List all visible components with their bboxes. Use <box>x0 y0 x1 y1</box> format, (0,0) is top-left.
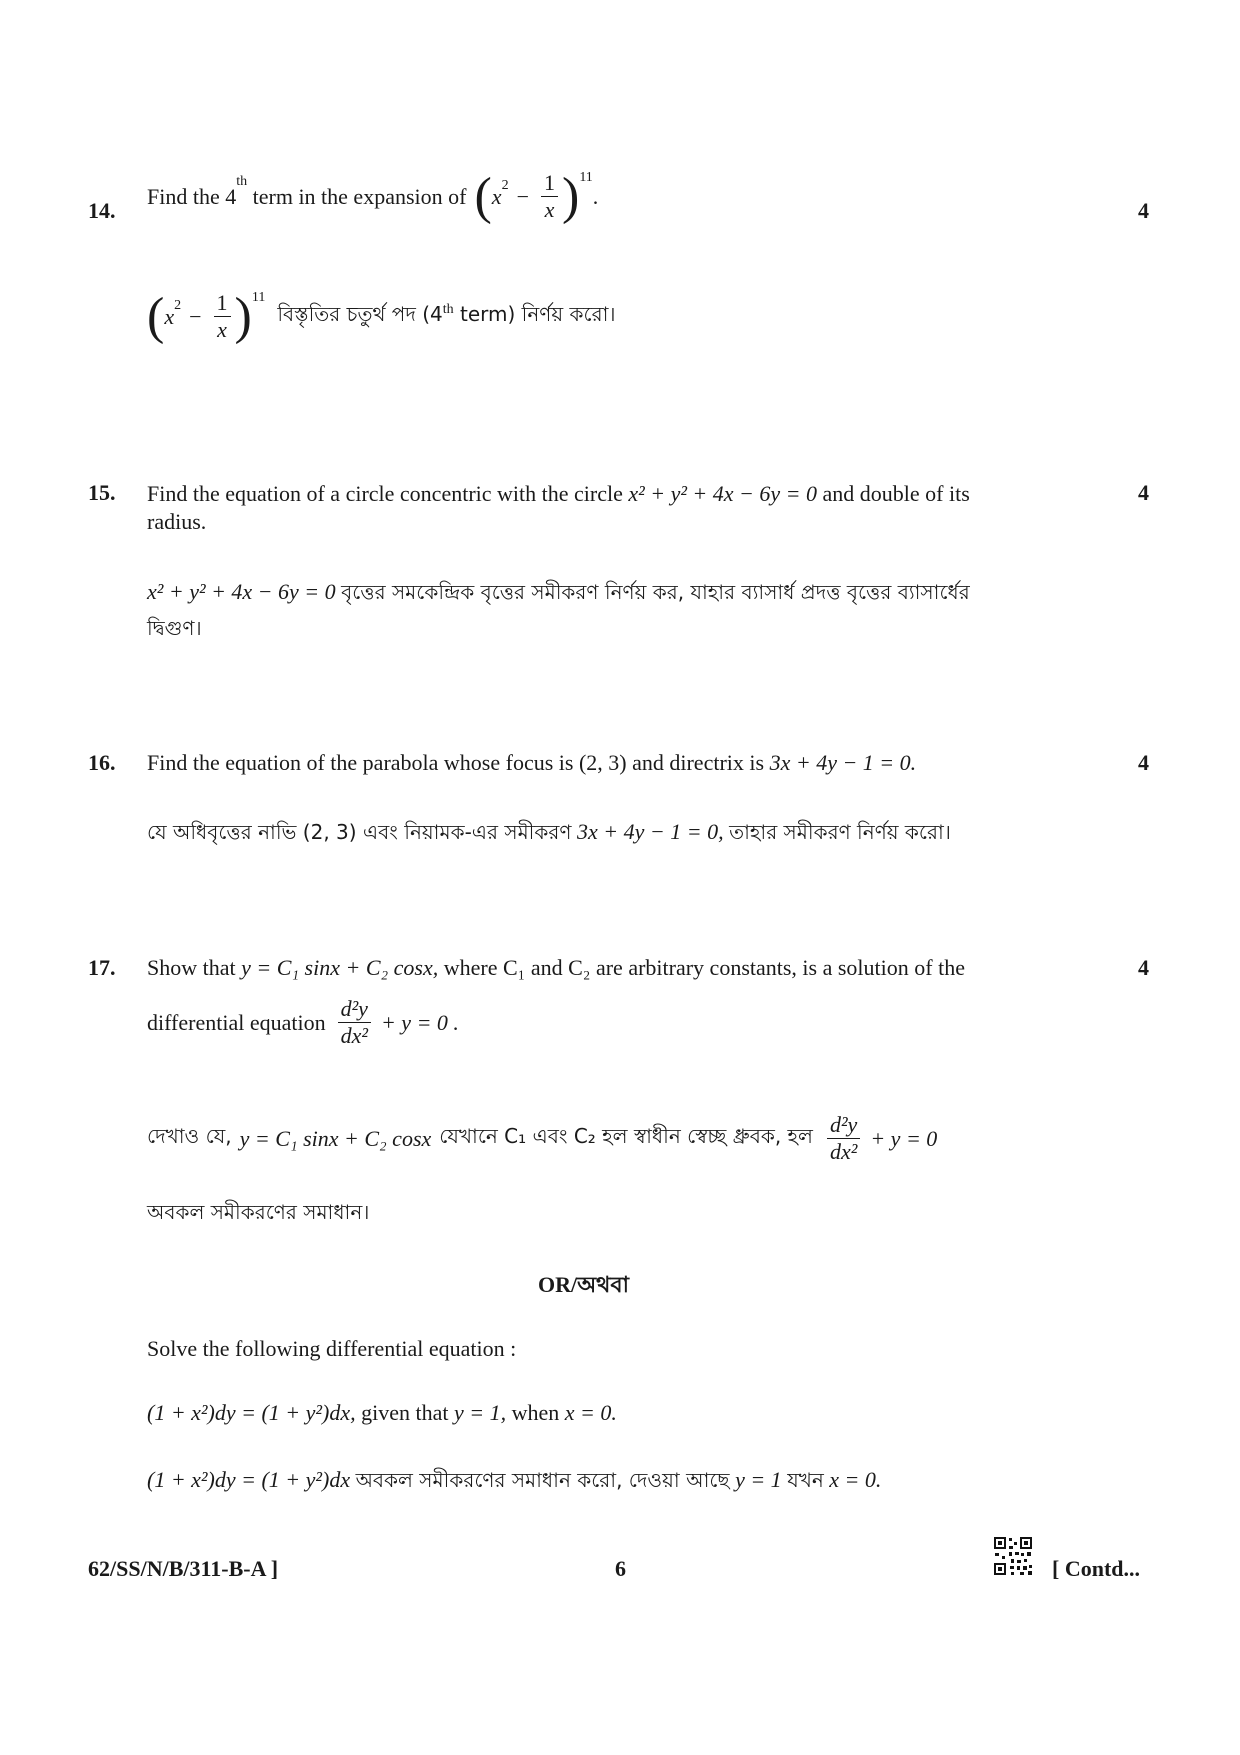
marks-14: 4 <box>1138 198 1149 223</box>
q17-bengali-line2: অবকল সমীকরণের সমাধান। <box>147 1200 370 1224</box>
q17-equation: y = C₁ sinx + C₂ cosx, <box>241 955 439 980</box>
page-number: 6 <box>615 1556 626 1581</box>
question-number-14: 14. <box>88 198 116 223</box>
q14-bengali <box>147 287 616 345</box>
q15-english: Find the equation of a circle concentric with the circle x² + y² + 4x − 6y = 0 and double of its radius. <box>147 481 970 534</box>
continued-label: [ Contd... <box>1052 1556 1141 1581</box>
q14-bn-expression: ( x $^2$ − $\frac{1}{x}$ ) $^{11}$ <box>147 287 266 345</box>
q14-expression: ( x $^2$ − $\frac{1}{x}$ ) $^{11}$ <box>474 167 593 225</box>
q16-bengali: যে অধিবৃত্তের নাভি (2, 3) এবং নিয়ামক-এর সমীকরণ 3x + 4y − 1 = 0, তাহার সমীকরণ নির্ণয় করো। <box>147 819 951 844</box>
q14-en-middle: term in the expansion of <box>247 183 467 209</box>
q14-expr-base: x <box>491 183 502 209</box>
q14-bn-text-b: term) নির্ণয় করো। <box>453 302 616 326</box>
q17-bengali-line1: দেখাও যে, y = C₁ sinx + C₂ cosx যেখানে C₁ এবং C₂ হল স্বাধীন স্বেচ্ছ ধ্রুবক, হল $\frac{\text{d²y}}{\text{dx²}}$ + y = 0 <box>147 1112 938 1164</box>
or-separator: OR/অথবা <box>538 1272 630 1297</box>
q17-english-line1: Show that y = C₁ sinx + C₂ cosx, where C₁ and C₂ are arbitrary constants, is a solution of the <box>147 955 965 980</box>
q14-en-prefix: Find the 4 <box>147 183 237 209</box>
q17-derivative: $\frac{\text{d²y}}{\text{dx²}}$ <box>338 996 371 1049</box>
question-number-17: 17. <box>88 955 116 980</box>
q14-fraction: $\frac{1}{x}$ <box>541 170 558 223</box>
q14-en-end: . <box>592 183 599 209</box>
q17-alt-english-line1: Solve the following differential equation : <box>147 1336 517 1361</box>
qr-code-icon <box>993 1536 1033 1576</box>
q16-english: Find the equation of the parabola whose focus is (2, 3) and directrix is 3x + 4y − 1 = 0. <box>147 750 917 775</box>
q14-outer-pow: 11 <box>579 170 593 185</box>
q14-en-sup: th <box>236 174 248 189</box>
marks-16: 4 <box>1138 750 1149 775</box>
q15-equation: x² + y² + 4x − 6y = 0 <box>628 481 817 506</box>
q17-alt-english-line2: (1 + x²)dy = (1 + y²)dx, given that y = 1, when x = 0. <box>147 1400 617 1425</box>
q14-expr-minus: − <box>516 183 529 209</box>
question-number-16: 16. <box>88 750 116 775</box>
q14-english <box>147 167 599 225</box>
q14-bn-text-a: বিস্তৃতির চতুর্থ পদ (4 <box>277 302 443 326</box>
q16-equation: 3x + 4y − 1 = 0. <box>769 750 917 775</box>
question-number-15: 15. <box>88 480 116 505</box>
paper-code: 62/SS/N/B/311-B-A ] <box>88 1556 279 1581</box>
q14-expr-pow: 2 <box>501 178 509 193</box>
marks-17: 4 <box>1138 955 1149 980</box>
q14-bn-sup: th <box>442 302 454 317</box>
q17-alt-bengali: (1 + x²)dy = (1 + y²)dx অবকল সমীকরণের সমাধান করো, দেওয়া আছে y = 1 যখন x = 0. <box>147 1467 882 1492</box>
q15-bengali: x² + y² + 4x − 6y = 0 বৃত্তের সমকেন্দ্রিক বৃত্তের সমীকরণ নির্ণয় কর, যাহার ব্যাসার্ধ প্রদত্ত বৃত্তের ব্যাসার্ধের দ্বিগুণ। <box>147 579 970 640</box>
marks-15: 4 <box>1138 480 1149 505</box>
q17-english-line2: differential equation $\frac{\text{d²y}}{\text{dx²}}$ + y = 0 . <box>147 996 459 1048</box>
